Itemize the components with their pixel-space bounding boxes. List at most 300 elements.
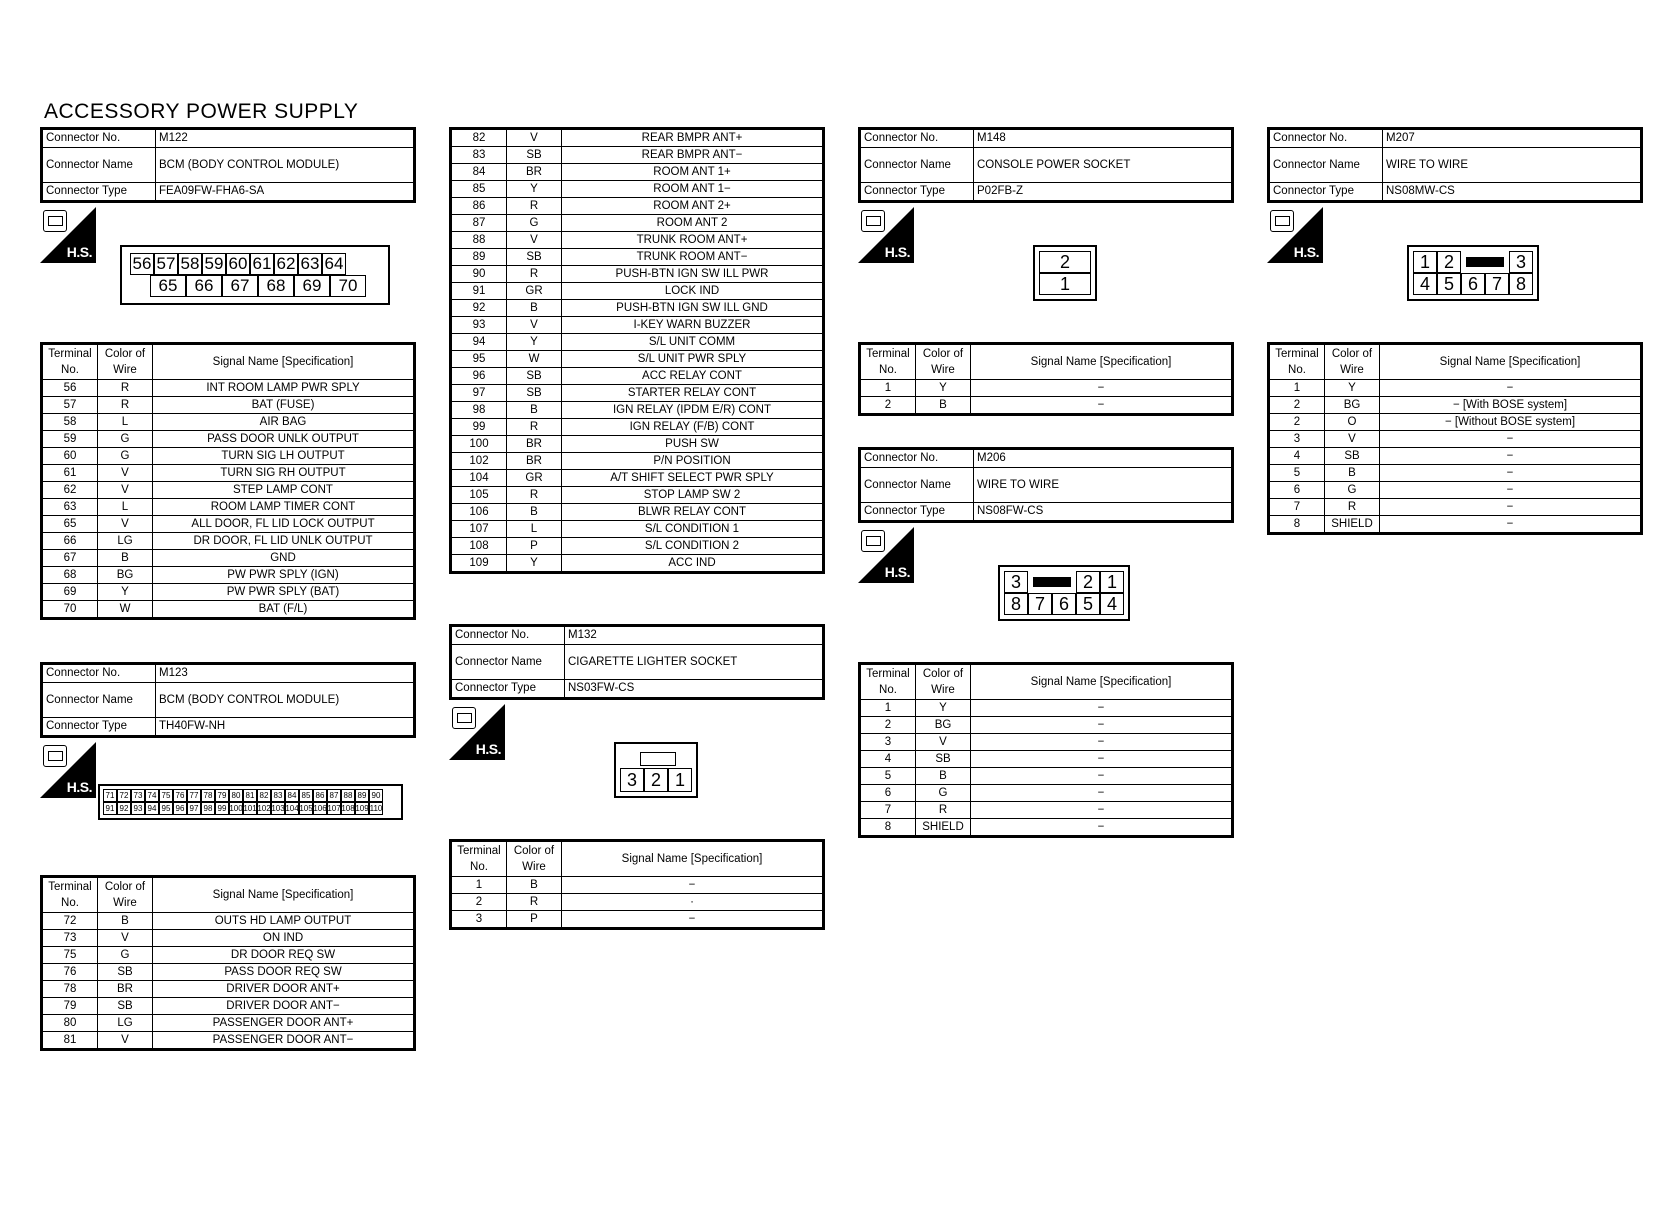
wire-color: SHIELD (916, 819, 971, 837)
connector-pin: 88 (341, 789, 355, 802)
connector-pin: 102 (257, 804, 271, 813)
connector-pin: 97 (187, 802, 201, 815)
table-row (451, 300, 824, 317)
wire-color: G (1325, 482, 1380, 499)
connector-pin: 4 (1413, 273, 1437, 295)
terminal-no: 5 (1269, 465, 1325, 482)
wire-color: Y (916, 380, 971, 397)
terminal-no: 104 (451, 470, 507, 487)
label-connector-no: Connector No. (42, 664, 156, 683)
signal-name: · (562, 894, 824, 911)
column-3 (858, 127, 1234, 833)
signal-name: S/L CONDITION 1 (562, 521, 824, 538)
signal-name: PUSH-BTN IGN SW ILL PWR (562, 266, 824, 283)
connector-pin: 80 (229, 789, 243, 802)
table-row (1269, 380, 1642, 397)
column-1 (40, 127, 416, 1046)
m148-pins (1039, 251, 1091, 295)
label-connector-no: Connector No. (860, 449, 974, 468)
terminal-no: 73 (42, 930, 98, 947)
table-row (42, 584, 415, 601)
terminal-no: 98 (451, 402, 507, 419)
wire-color: V (98, 930, 153, 947)
table-row (451, 538, 824, 555)
signal-name: LOCK IND (562, 283, 824, 300)
m123-pins-top (103, 789, 398, 802)
signal-name: − (1380, 516, 1642, 534)
table-row (860, 397, 1233, 415)
m206-no: M206 (974, 449, 1233, 468)
terminal-no: 105 (451, 487, 507, 504)
wire-color: L (98, 499, 153, 516)
table-row (42, 913, 415, 930)
signal-name: ON IND (153, 930, 415, 947)
table-row (860, 819, 1233, 837)
header-color-of-wire: Color of Wire (507, 841, 562, 877)
wire-color: B (507, 300, 562, 317)
wire-color: SB (1325, 448, 1380, 465)
terminal-no: 76 (42, 964, 98, 981)
label-connector-type: Connector Type (451, 680, 565, 699)
header-terminal-no: Terminal No. (42, 877, 98, 913)
table-row (860, 785, 1233, 802)
signal-name: S/L CONDITION 2 (562, 538, 824, 555)
m206-pins-bottom (1004, 593, 1124, 615)
terminal-no: 83 (451, 147, 507, 164)
connector-pin: 61 (250, 253, 274, 275)
terminal-no: 89 (451, 249, 507, 266)
terminal-no: 5 (860, 768, 916, 785)
header-signal-name: Signal Name [Specification] (153, 877, 415, 913)
column-2 (449, 127, 825, 925)
terminal-no: 88 (451, 232, 507, 249)
signal-name: DRIVER DOOR ANT− (153, 998, 415, 1015)
signal-name: − (971, 734, 1233, 751)
terminal-no: 82 (451, 129, 507, 147)
terminal-no: 80 (42, 1015, 98, 1032)
label-connector-type: Connector Type (860, 503, 974, 522)
table-row (451, 232, 824, 249)
terminal-no: 87 (451, 215, 507, 232)
terminal-no: 62 (42, 482, 98, 499)
table-row (42, 1015, 415, 1032)
signal-name: − (971, 785, 1233, 802)
m207-name: WIRE TO WIRE (1383, 148, 1642, 183)
terminal-no: 58 (42, 414, 98, 431)
terminal-no: 6 (1269, 482, 1325, 499)
terminal-no: 90 (451, 266, 507, 283)
header-terminal-no: Terminal No. (1269, 344, 1325, 380)
signal-name: − [With BOSE system] (1380, 397, 1642, 414)
m123-signal-table (40, 875, 416, 1051)
header-terminal-no: Terminal No. (451, 841, 507, 877)
terminal-no: 2 (451, 894, 507, 911)
label-connector-name: Connector Name (860, 148, 974, 183)
terminal-no: 109 (451, 555, 507, 573)
wire-color: V (98, 482, 153, 499)
connector-pin: 95 (159, 802, 173, 815)
wire-color: R (1325, 499, 1380, 516)
label-connector-name: Connector Name (42, 683, 156, 718)
wire-color: V (916, 734, 971, 751)
wire-color: SB (916, 751, 971, 768)
m123-no: M123 (156, 664, 415, 683)
connector-pin: 72 (117, 789, 131, 802)
m207-connector-face (1407, 245, 1539, 301)
wire-color: B (507, 402, 562, 419)
signal-name: A/T SHIFT SELECT PWR SPLY (562, 470, 824, 487)
connector-pin: 107 (327, 804, 341, 813)
wire-color: SB (98, 998, 153, 1015)
terminal-no: 3 (451, 911, 507, 929)
wire-color: B (507, 877, 562, 894)
wire-color: B (98, 550, 153, 567)
table-row (451, 351, 824, 368)
wire-color: R (507, 419, 562, 436)
terminal-no: 84 (451, 164, 507, 181)
table-row (1269, 414, 1642, 431)
wire-color: BR (98, 981, 153, 998)
wire-color: SB (507, 147, 562, 164)
table-row (1269, 397, 1642, 414)
m122-signal-table (40, 342, 416, 620)
m206-signal-table (858, 662, 1234, 838)
connector-pin: 93 (131, 802, 145, 815)
connector-pin: 90 (369, 789, 383, 802)
m122-name: BCM (BODY CONTROL MODULE) (156, 148, 415, 183)
hs-icon: H.S. (1267, 207, 1323, 263)
connector-pin: 2 (644, 768, 668, 792)
table-row (451, 894, 824, 911)
signal-name: ROOM LAMP TIMER CONT (153, 499, 415, 516)
table-row (860, 700, 1233, 717)
header-signal-name: Signal Name [Specification] (153, 344, 415, 380)
m207-info-table (1267, 127, 1643, 203)
table-row (451, 555, 824, 573)
m206-name: WIRE TO WIRE (974, 468, 1233, 503)
terminal-no: 60 (42, 448, 98, 465)
terminal-no: 81 (42, 1032, 98, 1050)
signal-name: S/L UNIT PWR SPLY (562, 351, 824, 368)
wire-color: V (507, 317, 562, 334)
wire-color: BR (507, 453, 562, 470)
wire-color: Y (507, 555, 562, 573)
label-connector-type: Connector Type (42, 183, 156, 202)
table-row (1269, 499, 1642, 516)
m148-type: P02FB-Z (974, 183, 1233, 202)
table-row (860, 734, 1233, 751)
terminal-no: 106 (451, 504, 507, 521)
m207-type: NS08MW-CS (1383, 183, 1642, 202)
signal-name: IGN RELAY (F/B) CONT (562, 419, 824, 436)
connector-pin: 106 (313, 804, 327, 813)
table-row (42, 482, 415, 499)
m123-connector-face (98, 784, 403, 820)
signal-name: PW PWR SPLY (IGN) (153, 567, 415, 584)
wire-color: B (1325, 465, 1380, 482)
table-row (42, 431, 415, 448)
signal-name: PUSH-BTN IGN SW ILL GND (562, 300, 824, 317)
connector-pin: 78 (201, 789, 215, 802)
table-row (451, 504, 824, 521)
table-row (451, 911, 824, 929)
connector-pin: 73 (131, 789, 145, 802)
terminal-no: 7 (860, 802, 916, 819)
signal-name: OUTS HD LAMP OUTPUT (153, 913, 415, 930)
signal-name: REAR BMPR ANT− (562, 147, 824, 164)
connector-pin: 7 (1485, 273, 1509, 295)
wire-color: V (98, 465, 153, 482)
terminal-no: 6 (860, 785, 916, 802)
table-row (451, 385, 824, 402)
connector-pin: 3 (620, 768, 644, 792)
table-row (451, 521, 824, 538)
wire-color: W (98, 601, 153, 619)
connector-pin: 3 (1004, 571, 1028, 593)
terminal-no: 69 (42, 584, 98, 601)
m206-pins-top (1004, 571, 1124, 593)
wire-color: V (98, 516, 153, 533)
wire-color: V (507, 129, 562, 147)
signal-name: AIR BAG (153, 414, 415, 431)
connector-pin: 108 (341, 804, 355, 813)
table-row (451, 877, 824, 894)
table-row (42, 397, 415, 414)
connector-pin: 87 (327, 789, 341, 802)
connector-pin: 82 (257, 789, 271, 802)
connector-pin: 8 (1509, 273, 1533, 295)
signal-name: PUSH SW (562, 436, 824, 453)
table-row (42, 448, 415, 465)
table-row (42, 533, 415, 550)
wire-color: R (98, 397, 153, 414)
table-row (451, 129, 824, 147)
connector-pin: 59 (202, 253, 226, 275)
terminal-no: 68 (42, 567, 98, 584)
terminal-no: 97 (451, 385, 507, 402)
terminal-no: 66 (42, 533, 98, 550)
table-row (451, 487, 824, 504)
connector-pin: 96 (173, 802, 187, 815)
label-connector-no: Connector No. (860, 129, 974, 148)
m207-signal-table (1267, 342, 1643, 535)
signal-name: TRUNK ROOM ANT− (562, 249, 824, 266)
header-color-of-wire: Color of Wire (916, 664, 971, 700)
terminal-no: 96 (451, 368, 507, 385)
terminal-no: 8 (860, 819, 916, 837)
connector-pin: 67 (222, 275, 258, 297)
connector-pin: 81 (243, 789, 257, 802)
connector-pin: 92 (117, 802, 131, 815)
wire-color: W (507, 351, 562, 368)
table-row (1269, 448, 1642, 465)
wire-color: GR (507, 470, 562, 487)
terminal-no: 2 (860, 397, 916, 415)
terminal-no: 3 (860, 734, 916, 751)
table-row (451, 317, 824, 334)
wire-color: SB (507, 385, 562, 402)
terminal-no: 93 (451, 317, 507, 334)
connector-pin: 60 (226, 253, 250, 275)
hs-icon: H.S. (40, 207, 96, 263)
signal-name: − (971, 768, 1233, 785)
m123-info-table (40, 662, 416, 738)
connector-pin: 6 (1461, 273, 1485, 295)
wire-color: BR (507, 164, 562, 181)
terminal-no: 95 (451, 351, 507, 368)
signal-name: − (971, 397, 1233, 415)
m123-name: BCM (BODY CONTROL MODULE) (156, 683, 415, 718)
table-row (451, 181, 824, 198)
signal-name: TRUNK ROOM ANT+ (562, 232, 824, 249)
terminal-no: 2 (1269, 397, 1325, 414)
table-row (42, 1032, 415, 1050)
signal-name: − (1380, 465, 1642, 482)
terminal-no: 78 (42, 981, 98, 998)
signal-name: S/L UNIT COMM (562, 334, 824, 351)
wire-color: Y (98, 584, 153, 601)
header-signal-name: Signal Name [Specification] (971, 344, 1233, 380)
connector-pin: 76 (173, 789, 187, 802)
connector-pin: 74 (145, 789, 159, 802)
wire-color: B (916, 397, 971, 415)
table-row (451, 470, 824, 487)
table-row (451, 453, 824, 470)
m122-pins-top (130, 253, 380, 275)
signal-name: ROOM ANT 2+ (562, 198, 824, 215)
connector-pin: 58 (178, 253, 202, 275)
terminal-no: 67 (42, 550, 98, 567)
wire-color: SB (507, 249, 562, 266)
wire-color: GR (507, 283, 562, 300)
table-row (451, 368, 824, 385)
wire-color: R (507, 894, 562, 911)
connector-pin: 91 (103, 802, 117, 815)
signal-name: − (971, 700, 1233, 717)
wire-color: SB (507, 368, 562, 385)
signal-name: BLWR RELAY CONT (562, 504, 824, 521)
connector-pin: 77 (187, 789, 201, 802)
table-row (860, 380, 1233, 397)
table-row (451, 283, 824, 300)
m206-type: NS08FW-CS (974, 503, 1233, 522)
m132-type: NS03FW-CS (565, 680, 824, 699)
connector-pin: 105 (299, 804, 313, 813)
wire-color: BG (1325, 397, 1380, 414)
connector-pin: 56 (130, 253, 154, 275)
connector-pin: 101 (243, 804, 257, 813)
signal-name: ROOM ANT 1+ (562, 164, 824, 181)
m207-no: M207 (1383, 129, 1642, 148)
table-row (42, 601, 415, 619)
wire-color: BG (916, 717, 971, 734)
terminal-no: 72 (42, 913, 98, 930)
signal-name: − (1380, 448, 1642, 465)
header-signal-name: Signal Name [Specification] (971, 664, 1233, 700)
m122-connector-face (120, 245, 390, 305)
m148-info-table (858, 127, 1234, 203)
signal-name: − (1380, 482, 1642, 499)
wire-color: R (98, 380, 153, 397)
label-connector-no: Connector No. (42, 129, 156, 148)
connector-pin: 99 (215, 802, 229, 815)
terminal-no: 63 (42, 499, 98, 516)
signal-name: STOP LAMP SW 2 (562, 487, 824, 504)
table-row (451, 249, 824, 266)
connector-pin: 69 (294, 275, 330, 297)
signal-name: BAT (FUSE) (153, 397, 415, 414)
wire-color: V (98, 1032, 153, 1050)
signal-name: TURN SIG RH OUTPUT (153, 465, 415, 482)
label-connector-name: Connector Name (860, 468, 974, 503)
connector-pin: 68 (258, 275, 294, 297)
m207-pins-bottom (1413, 273, 1533, 295)
table-row (42, 964, 415, 981)
connector-pin: 79 (215, 789, 229, 802)
signal-name: − (1380, 431, 1642, 448)
signal-name: BAT (F/L) (153, 601, 415, 619)
signal-name: ACC RELAY CONT (562, 368, 824, 385)
m122-pins-bottom (150, 275, 380, 297)
wire-color: O (1325, 414, 1380, 431)
signal-name: − (562, 911, 824, 929)
m122-no: M122 (156, 129, 415, 148)
terminal-no: 100 (451, 436, 507, 453)
label-connector-type: Connector Type (860, 183, 974, 202)
wire-color: L (98, 414, 153, 431)
connector-key (1461, 251, 1509, 273)
table-row (1269, 465, 1642, 482)
connector-pin: 57 (154, 253, 178, 275)
terminal-no: 7 (1269, 499, 1325, 516)
header-color-of-wire: Color of Wire (916, 344, 971, 380)
table-row (451, 266, 824, 283)
signal-name: PASS DOOR REQ SW (153, 964, 415, 981)
signal-name: REAR BMPR ANT+ (562, 129, 824, 147)
m123-type: TH40FW-NH (156, 718, 415, 737)
connector-key (1028, 571, 1076, 593)
terminal-no: 65 (42, 516, 98, 533)
wire-color: Y (916, 700, 971, 717)
wire-color: G (916, 785, 971, 802)
table-row (42, 947, 415, 964)
header-terminal-no: Terminal No. (860, 664, 916, 700)
header-color-of-wire: Color of Wire (98, 877, 153, 913)
terminal-no: 8 (1269, 516, 1325, 534)
label-connector-type: Connector Type (42, 718, 156, 737)
connector-pin: 1 (1413, 251, 1437, 273)
connector-pin: 104 (285, 804, 299, 813)
m132-no: M132 (565, 626, 824, 645)
m123-signal-table-cont (449, 127, 825, 574)
wire-color: LG (98, 1015, 153, 1032)
connector-pin: 84 (285, 789, 299, 802)
m132-signal-table (449, 839, 825, 930)
signal-name: DRIVER DOOR ANT+ (153, 981, 415, 998)
m148-signal-table (858, 342, 1234, 416)
connector-pin: 83 (271, 789, 285, 802)
terminal-no: 2 (1269, 414, 1325, 431)
signal-name: P/N POSITION (562, 453, 824, 470)
wire-color: BR (507, 436, 562, 453)
m122-type: FEA09FW-FHA6-SA (156, 183, 415, 202)
table-row (42, 380, 415, 397)
m132-connector-face (614, 742, 698, 798)
label-connector-name: Connector Name (451, 645, 565, 680)
connector-pin: 89 (355, 789, 369, 802)
signal-name: ACC IND (562, 555, 824, 573)
connector-pin: 110 (369, 804, 383, 813)
